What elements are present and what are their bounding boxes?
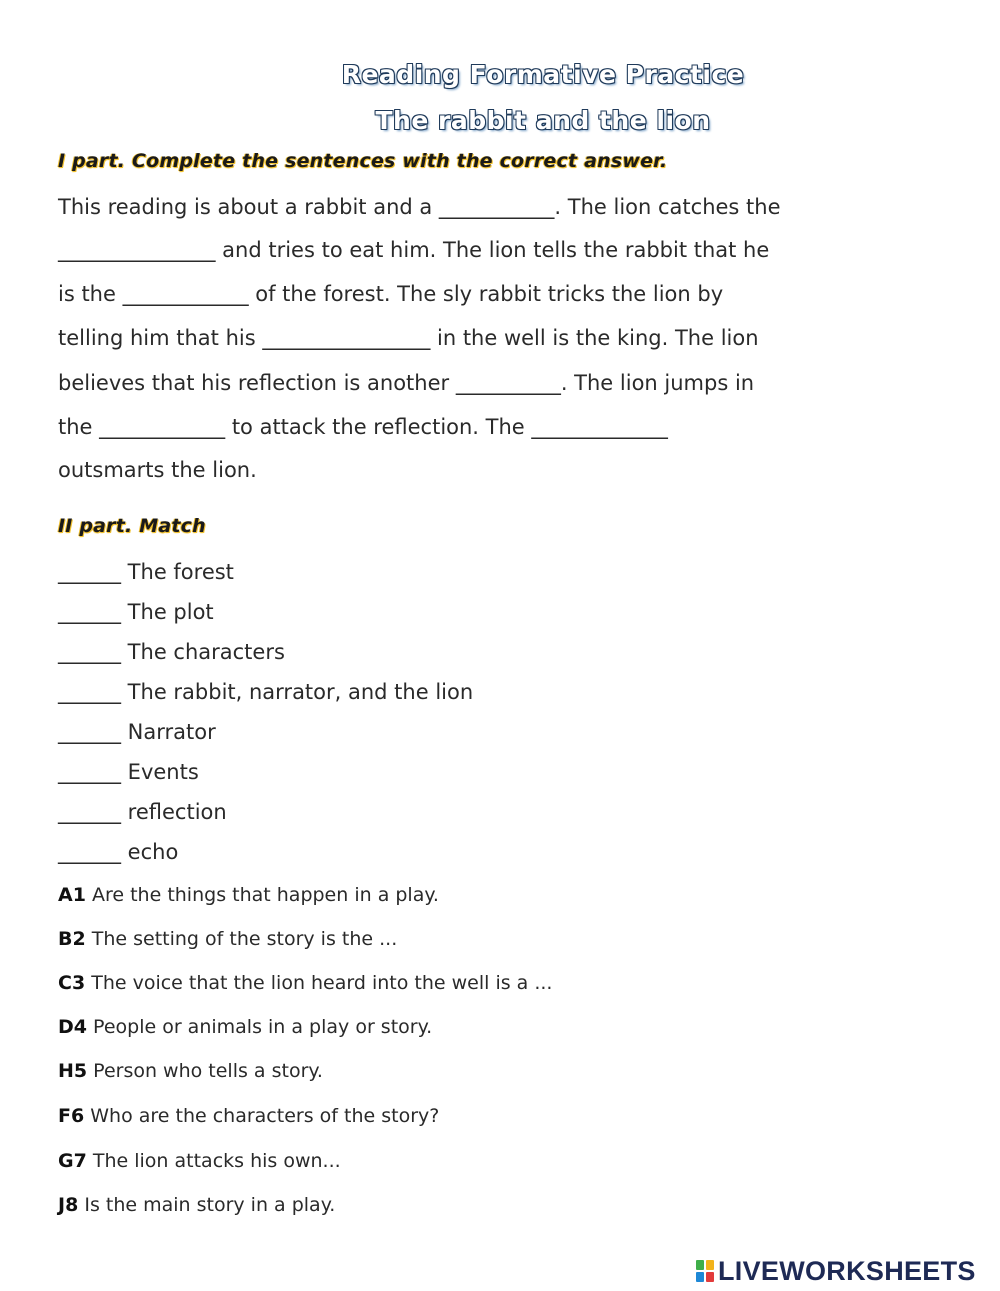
definition-text: Are the things that happen in a play. <box>85 884 439 906</box>
part1-line: believes that his reflection is another __________. The lion jumps in <box>58 371 755 395</box>
definition-code: G7 <box>58 1150 87 1172</box>
part1-line: outsmarts the lion. <box>58 458 257 482</box>
definition <box>58 1060 323 1082</box>
logo-grid-icon <box>696 1260 714 1282</box>
match-item: ______ echo <box>58 840 179 864</box>
part2-heading: II part. Match <box>58 515 206 537</box>
definition-code: J8 <box>58 1194 79 1216</box>
definition-text: The voice that the lion heard into the well is a ... <box>85 972 553 994</box>
definition-code: A1 <box>58 884 86 906</box>
match-item: ______ reflection <box>58 800 227 824</box>
definition <box>58 1105 439 1127</box>
definition-text: Who are the characters of the story? <box>84 1105 440 1127</box>
worksheet-title-line2: The rabbit and the lion <box>375 106 711 135</box>
part1-line: _______________ and tries to eat him. The lion tells the rabbit that he <box>58 238 770 262</box>
liveworksheets-logo[interactable] <box>696 1254 976 1288</box>
logo-text: LIVEWORKSHEETS <box>718 1255 976 1286</box>
part1-heading: I part. Complete the sentences with the correct answer. <box>58 150 668 172</box>
logo-square-icon <box>696 1272 704 1282</box>
worksheet-title-line1: Reading Formative Practice <box>341 60 745 89</box>
definition-code: D4 <box>58 1016 87 1038</box>
match-item: ______ The plot <box>58 600 214 624</box>
definition-text: The lion attacks his own... <box>86 1150 341 1172</box>
part1-line: the ____________ to attack the reflection. The _____________ <box>58 415 668 439</box>
part1-line: This reading is about a rabbit and a ___________. The lion catches the <box>58 195 781 219</box>
definition <box>58 1194 335 1216</box>
logo-square-icon <box>706 1260 714 1270</box>
match-item: ______ The characters <box>58 640 285 664</box>
definition-code: H5 <box>58 1060 88 1082</box>
match-item: ______ The forest <box>58 560 234 584</box>
definition <box>58 928 397 950</box>
definition-code: C3 <box>58 972 86 994</box>
definition-code: F6 <box>58 1105 85 1127</box>
definition-text: Is the main story in a play. <box>78 1194 336 1216</box>
definition <box>58 972 552 994</box>
definition-code: B2 <box>58 928 86 950</box>
match-item: ______ Narrator <box>58 720 216 744</box>
part1-line: is the ____________ of the forest. The sly rabbit tricks the lion by <box>58 282 724 306</box>
logo-square-icon <box>706 1272 714 1282</box>
part1-line: telling him that his ________________ in the well is the king. The lion <box>58 326 759 350</box>
logo-square-icon <box>696 1260 704 1270</box>
match-item: ______ Events <box>58 760 199 784</box>
definition-text: The setting of the story is the ... <box>85 928 398 950</box>
definition-text: People or animals in a play or story. <box>87 1016 433 1038</box>
definition <box>58 884 439 906</box>
match-item: ______ The rabbit, narrator, and the lion <box>58 680 474 704</box>
definition <box>58 1016 432 1038</box>
definition-text: Person who tells a story. <box>87 1060 323 1082</box>
definition <box>58 1150 341 1172</box>
